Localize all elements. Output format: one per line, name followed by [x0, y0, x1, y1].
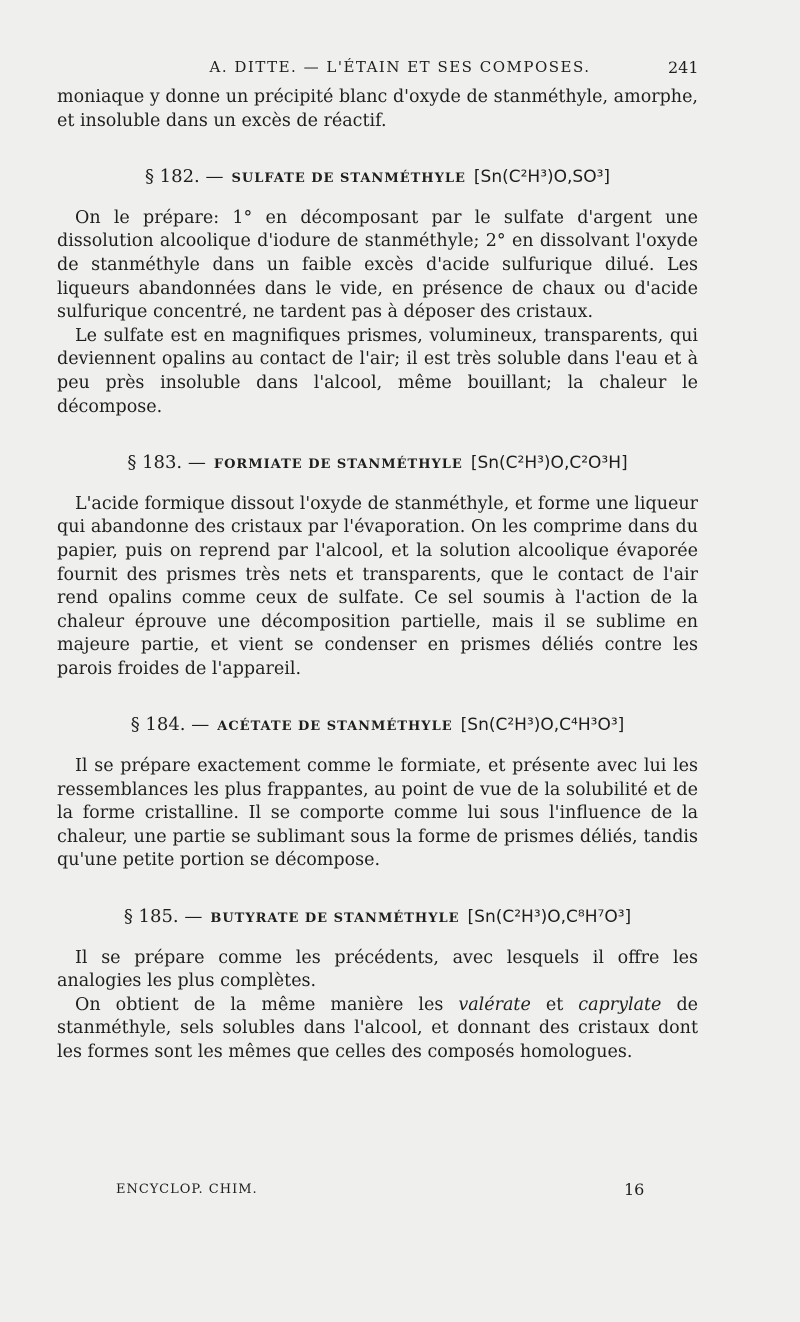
- paragraph: L'acide formique dissout l'oxyde de stanméthyle, et forme une liqueur qui abandonne des cristaux par l'évaporation. On les comprime dans du papier, puis on reprend par l'alcool, et la solution alcoolique évaporée fournit des prismes très nets et transparents, que le contact de l'air rend opalins comme ceux de sulfate. Ce sel soumis à l'action de la chaleur éprouve une décomposition partielle, mais il se sublime en majeure partie, et vient se condenser en prismes déliés contre les parois froides de l'appareil.: [57, 493, 698, 679]
- text-run: de stanméthyle, sels solubles dans l'alcool, et donnant des cristaux dont les formes sont les mêmes que celles des composés homologues.: [57, 994, 699, 1062]
- running-title: A. DITTE. — L'ÉTAIN ET SES COMPOSES.: [209, 58, 591, 76]
- paragraph: On le prépare: 1° en décomposant par le sulfate d'argent une dissolution alcoolique d'iodure de stanméthyle; 2° en dissolvant l'oxyde de stanméthyle dans un faible excès d'acide sulfurique dilué. Les liqueurs abandonnées dans le vide, en présence de chaux ou d'acide sulfurique concentré, ne tardent pas à déposer des cristaux.: [57, 207, 698, 323]
- signature-line: [116, 1182, 656, 1197]
- text-run: On obtient de la même manière les: [75, 994, 459, 1015]
- section-title: BUTYRATE DE STANMÉTHYLE: [210, 911, 460, 927]
- page-body: [57, 86, 698, 1065]
- section-formula: [Sn(C²H³)O,C⁸H⁷O³]: [467, 907, 632, 928]
- page-number: 241: [668, 58, 699, 77]
- section-heading-184: [57, 713, 698, 739]
- section-number: § 185. —: [123, 906, 203, 928]
- section-formula: [Sn(C²H³)O,C⁴H³O³]: [460, 715, 625, 736]
- text-run: et: [530, 994, 579, 1015]
- paragraph-valerate: [57, 994, 698, 1065]
- paragraph: Il se prépare exactement comme le formiate, et présente avec lui les ressemblances les plus frappantes, au point de vue de la solubilité et de la forme cristalline. Il se comporte comme lui sous l'influence de la chaleur, une partie se sublimant sous la forme de prismes déliés, tandis qu'une petite portion se décompose.: [57, 756, 698, 871]
- paragraph: Il se prépare comme les précédents, avec lesquels il offre les analogies les plus complètes.: [57, 947, 698, 992]
- section-formula: [Sn(C²H³)O,SO³]: [473, 167, 611, 188]
- section-number: § 183. —: [127, 452, 206, 474]
- italic-term: caprylate: [578, 994, 662, 1015]
- section-heading-183: [57, 451, 698, 477]
- section-heading-185: [57, 905, 698, 931]
- signature-number: 16: [624, 1180, 645, 1199]
- section-title: SULFATE DE STANMÉTHYLE: [231, 171, 466, 187]
- italic-term: valérate: [458, 994, 531, 1015]
- section-title: ACÉTATE DE STANMÉTHYLE: [217, 719, 453, 735]
- section-heading-182: [57, 165, 698, 191]
- intro-paragraph: moniaque y donne un précipité blanc d'oxyde de stanméthyle, amorphe, et insoluble dans un excès de réactif.: [57, 87, 698, 131]
- section-number: § 182. —: [144, 166, 224, 188]
- section-title: FORMIATE DE STANMÉTHYLE: [213, 457, 463, 473]
- paragraph: Le sulfate est en magnifiques prismes, volumineux, transparents, qui deviennent opalins au contact de l'air; il est très soluble dans l'eau et à peu près insoluble dans l'alcool, même bouillant; la chaleur le décompose.: [57, 325, 698, 417]
- section-formula: [Sn(C²H³)O,C²O³H]: [470, 453, 628, 474]
- signature-label: ENCYCLOP. CHIM.: [116, 1182, 258, 1197]
- section-number: § 184. —: [130, 714, 210, 736]
